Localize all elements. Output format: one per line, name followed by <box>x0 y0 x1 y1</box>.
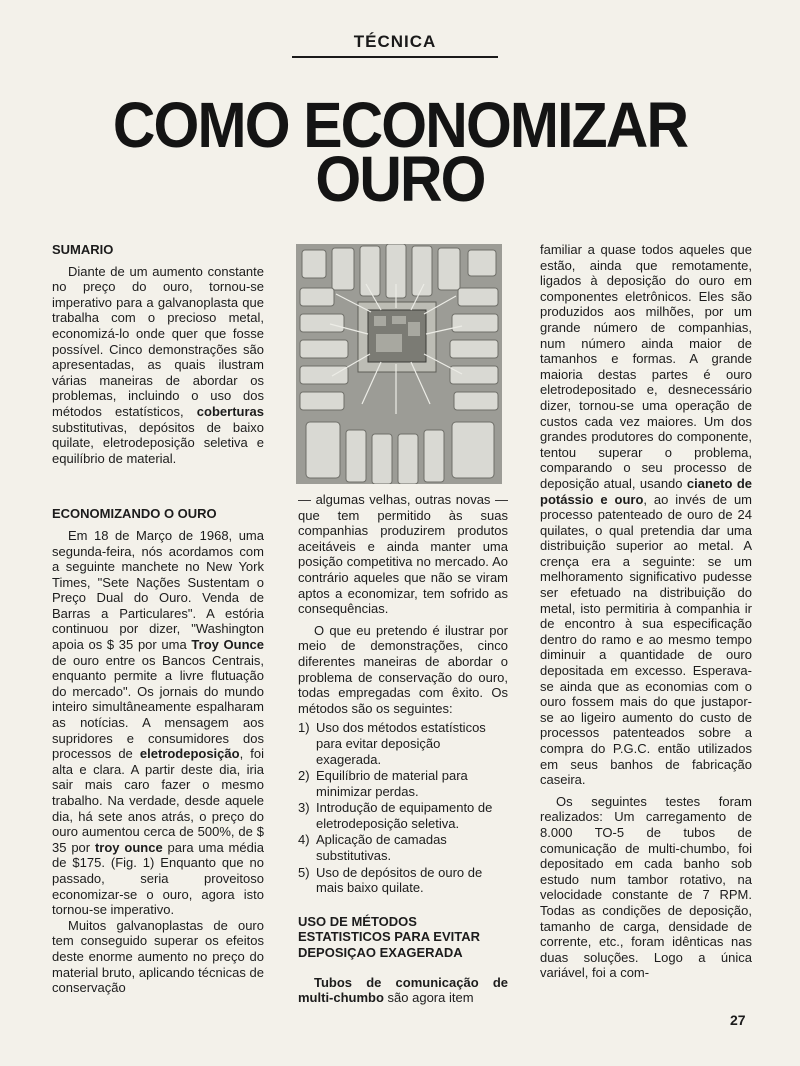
column-2 <box>298 492 508 1006</box>
column-1 <box>52 242 264 996</box>
bold-term: troy ounce <box>94 839 163 855</box>
bold-term: eletrodeposição <box>139 746 240 762</box>
list-text: Introdução de equipamento de eletrodeposição seletiva. <box>316 800 493 831</box>
body-paragraph: Muitos galvanoplastas de ouro tem conseguido superar os efeitos deste enorme aumento no preço do material bruto, aplicando técnicas de conservação <box>52 917 264 996</box>
list-item <box>298 865 508 896</box>
text-run: , ao invés de um processo patenteado de ouro de 24 quilates, o qual pretendia dar uma distribuição superior ao metal. A crença era a seguinte: se um melhoramento significativo pudesse ser efetuado na distribuição do metal, isto permitiria à companhia ir de encontro à sua especificação dentro do ramo e ao mesmo tempo diminuir a quantidade de ouro depositada em excesso. Esperava-se ainda que as economias com o ouro fossem mais do que justapor-se ao ligeiro aumento do custo de processos patenteados sobre a compra do P.G.C. então utilizados em seus banhos de fabricação caseira. <box>540 491 753 788</box>
list-number: 4) <box>298 832 310 848</box>
list-text: Uso dos métodos estatísticos para evitar deposição exagerada. <box>316 720 486 767</box>
text-run: familiar a quase todos aqueles que estão, ainda que remotamente, ligados à deposição do ouro em componentes eletrônicos. Eles são produzidos aos milhões, por um grande número de companhias, num número ainda maior de tamanhos e formas. A grande maioria destas partes é ouro eletrodepositado e, desnecessário dizer, tornou-se uma operação de custos cada vez maiores. Um dos grandes produtores do componente, tentou superar o problema, comparando o seu processo de deposição atual, usando <box>540 242 752 491</box>
list-number: 1) <box>298 720 310 736</box>
text-run: substitutivas, depósitos de baixo quilate, eletrodeposição seletiva e equilíbrio de material. <box>52 419 264 466</box>
body-paragraph: Os seguintes testes foram realizados: Um carregamento de 8.000 TO-5 de tubos de comunicação de multi-chumbo, foi depositado em cada banho sob estudo num tambor rotativo, na velocidade constante de 7 RPM. Todas as condições de deposição, tamanho de carga, densidade de corrente, etc., foram idênticas nas duas soluções. Logo a única variável, foi a com- <box>540 793 752 981</box>
text-run: de ouro entre os Bancos Centrais, enquanto permite a livre flutuação do mercado". Os jornais do mundo inteiro simultâneamente espalharam as notícias. A mensagem aos supridores e consumidores dos processos de <box>52 652 264 762</box>
text-run: são agora item <box>383 990 474 1006</box>
list-text: Uso de depósitos de ouro de mais baixo quilate. <box>316 864 483 896</box>
list-text: Equilíbrio de material para minimizar perdas. <box>316 768 468 799</box>
body-paragraph: — algumas velhas, outras novas — que tem permitido às suas companhias produzirem produtos aceitáveis e ainda manter uma posição competitiva no mercado. Ao contrário aqueles que não se viram aptos a economizar, tem sofrido as consequências. <box>298 492 508 617</box>
body-paragraph <box>540 242 752 788</box>
list-item <box>298 720 508 767</box>
bold-term: Tubos de comunicação de multi-chumbo <box>298 974 508 1006</box>
heading-metodos-estatisticos: USO DE MÉTODOS ESTATISTICOS PARA EVITAR DEPOSIÇAO EXAGERADA <box>298 913 481 961</box>
list-text: Aplicação de camadas substitutivas. <box>316 832 447 864</box>
text-run: para uma média de $175. (Fig. 1) Enquanto que no passado, seria proveitoso economizar-se o ouro, agora isto tornou-se imperativo. <box>52 839 264 918</box>
summary-paragraph <box>52 264 264 467</box>
chip-photo <box>296 244 502 484</box>
list-item <box>298 768 508 799</box>
heading-economizando: ECONOMIZANDO O OURO <box>52 506 217 522</box>
body-paragraph <box>52 528 264 918</box>
list-number: 5) <box>298 864 310 880</box>
heading-sumario: SUMARIO <box>52 242 114 257</box>
bold-term: cianeto de potássio e ouro <box>540 475 753 507</box>
page-number: 27 <box>730 1012 746 1028</box>
microchip-image <box>296 244 502 484</box>
body-paragraph: O que eu pretendo é ilustrar por meio de demonstrações, cinco diferentes maneiras de abordar o problema de conservação do ouro, todas empregadas com êxito. Os métodos são os seguintes: <box>298 622 508 716</box>
column-3 <box>540 242 752 981</box>
list-number: 3) <box>298 800 310 816</box>
text-run: Em 18 de Março de 1968, uma segunda-feira, nós acordamos com a seguinte manchete no New York Times, "Sete Nações Sustentam o Preço Dual do Ouro. Venda de Barras a Particulares". A estória continuou por dizer, "Washington apoia os $ 35 por uma <box>52 527 264 653</box>
list-number: 2) <box>298 768 310 784</box>
section-rule <box>292 56 498 58</box>
list-item <box>298 832 508 863</box>
list-item <box>298 800 508 831</box>
article-title: COMO ECONOMIZAR OURO <box>112 89 688 215</box>
methods-list <box>298 720 508 896</box>
text-run: Diante de um aumento constante no preço do ouro, tornou-se imperativo para a galvanoplasta que trabalha com o precioso metal, economizá-lo onde quer que fosse possível. Cinco demonstrações são apresentadas, as quais ilustram várias maneiras de abordar os problemas, incluindo o uso dos métodos estatísticos, <box>52 263 264 419</box>
text-run: , foi alta e clara. A partir deste dia, iria sair mais caro fazer o mesmo trabalho. Na verdade, desde aquele dia, há sete anos atrás, o preço do ouro aumentou cerca de 500%, de $ 35 por <box>52 746 264 855</box>
bold-term: Troy Ounce <box>191 637 264 653</box>
bold-term: coberturas <box>196 403 264 419</box>
body-paragraph <box>298 975 508 1006</box>
section-tag: TÉCNICA <box>353 32 437 51</box>
